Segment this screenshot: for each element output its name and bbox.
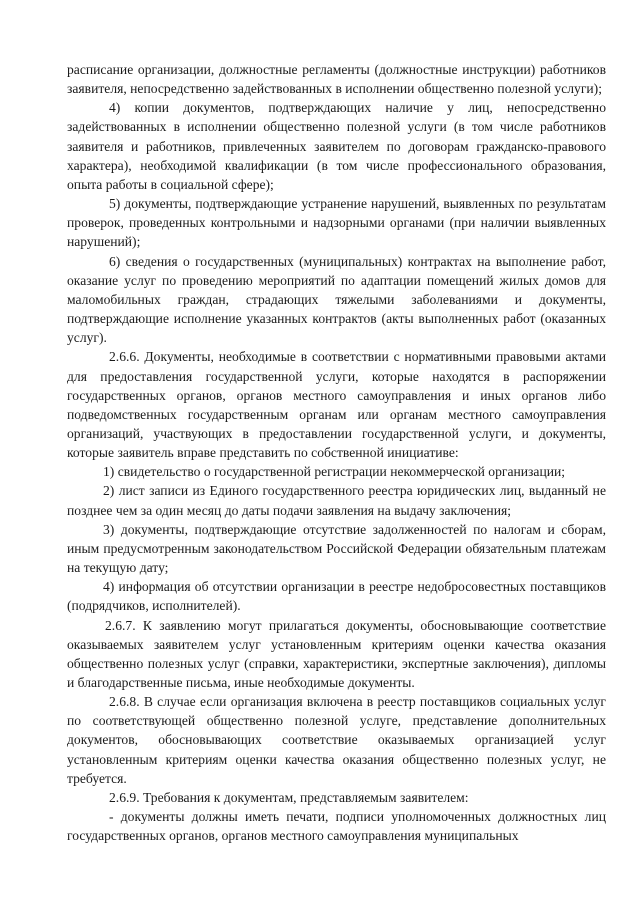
paragraph-item-5-violations-docs: 5) документы, подтверждающие устранение нарушений, выявленных по результатам проверок, проведенных контрольными и надзорными органами (при наличии выявленных нарушений); [67,196,606,250]
document-body [67,60,606,845]
paragraph-schedule: расписание организации, должностные регламенты (должностные инструкции) работников заявителя, непосредственно задействованных в исполнении общественно полезной услуги); [67,62,606,97]
paragraph-2-6-6: 2.6.6. Документы, необходимые в соответствии с нормативными правовыми актами для предоставления государственной услуги, которые находятся в распоряжении государственных органов, органов местного самоуправления и иных органов либо подведомственных государственным органам или органам местного самоуправления организаций, участвующих в предоставлении государственной услуги, и документы, которые заявитель вправе представить по собственной инициативе: [67,349,606,461]
paragraph-2-6-8: 2.6.8. В случае если организация включена в реестр поставщиков социальных услуг по соответствующей общественно полезной услуге, представление дополнительных документов, обосновывающих соответствие оказываемых организацией услуг установленным критериям оценки качества оказания общественно полезных услуг, не требуется. [67,694,606,786]
paragraph-doc-2-egrul: 2) лист записи из Единого государственного реестра юридических лиц, выданный не позднее чем за один месяц до даты подачи заявления на выдачу заключения; [67,483,606,518]
paragraph-doc-1-registration: 1) свидетельство о государственной регистрации некоммерческой организации; [103,464,566,480]
paragraph-doc-4-registry: 4) информация об отсутствии организации в реестре недобросовестных поставщиков (подрядчиков, исполнителей). [67,579,606,614]
paragraph-requirement-1: - документы должны иметь печати, подписи уполномоченных должностных лиц государственных органов, органов местного самоуправления муниципальных [67,809,606,844]
paragraph-doc-3-no-debts: 3) документы, подтверждающие отсутствие задолженностей по налогам и сборам, иным предусмотренным законодательством Российской Федерации обязательным платежам на текущую дату; [67,521,606,576]
paragraph-item-6-contracts-info: 6) сведения о государственных (муниципальных) контрактах на выполнение работ, оказание услуг по проведению мероприятий по адаптации помещений жилых домов для маломобильных граждан, страдающих тяжелыми заболеваниями и документы, подтверждающие исполнение указанных контрактов (акты выполненных работ (оказанных услуг). [67,253,606,346]
paragraph-2-6-7: 2.6.7. К заявлению могут прилагаться документы, обосновывающие соответствие оказываемых заявителем услуг установленным критериям оценки качества оказания общественно полезных услуг (справки, характеристики, экспертные заключения), дипломы и благодарственные письма, иные необходимые документы. [67,617,606,690]
paragraph-item-4-qualification-docs: 4) копии документов, подтверждающих наличие у лиц, непосредственно задействованных в исполнении общественно полезной услуги (в том числе работников заявителя и работников, привлеченных заявителем по договорам гражданско-правового характера), необходимой квалификации (в том числе профессионального образования, опыта работы в социальной сфере); [67,100,606,192]
paragraph-2-6-9: 2.6.9. Требования к документам, представляемым заявителем: [109,789,469,805]
